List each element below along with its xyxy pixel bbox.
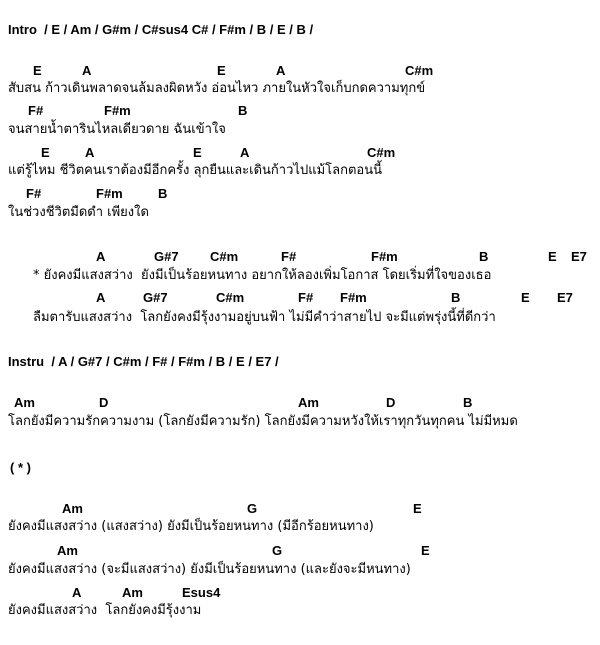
chord: C#m	[216, 290, 245, 305]
intro-progression: Intro / E / Am / G#m / C#sus4 C# / F#m / B / E / B /	[8, 22, 314, 37]
chord: C#m	[210, 249, 239, 264]
chord: G#7	[143, 290, 168, 305]
chord: G#7	[154, 249, 179, 264]
chord: E	[217, 63, 226, 78]
lyric-line: ยังคงมีแสงสว่าง (แสงสว่าง) ยังมีเป็นร้อยหนทาง (มีอีกร้อยหนทาง)	[8, 519, 374, 534]
chord: F#m	[96, 186, 123, 201]
chord: F#	[28, 103, 44, 118]
chord: E	[521, 290, 530, 305]
chord: F#m	[371, 249, 398, 264]
chord: C#m	[367, 145, 396, 160]
chord: B	[238, 103, 248, 118]
chord: Am	[57, 543, 78, 558]
lyric-line: ยังคงมีแสงสว่าง โลกยังคงมีรุ้งงาม	[8, 603, 202, 618]
chord: E	[33, 63, 42, 78]
lyric-line: ยังคงมีแสงสว่าง (จะมีแสงสว่าง) ยังมีเป็นร้อยหนทาง (และยังจะมีหนทาง)	[8, 562, 411, 577]
chord: A	[85, 145, 95, 160]
chord: E	[413, 501, 422, 516]
chord: F#m	[104, 103, 131, 118]
chord: B	[479, 249, 489, 264]
chord: Am	[62, 501, 83, 516]
chord: D	[99, 395, 109, 410]
chord: A	[96, 249, 106, 264]
chord: G	[272, 543, 283, 558]
lyric-line: ลืมตารับแสงสว่าง โลกยังคงมีรุ้งงามอยู่บนฟ้า ไม่มีคำว่าสายไป จะมีแต่พรุ่งนี้ที่ดีกว่า	[33, 310, 496, 325]
lyric-line: * ยังคงมีแสงสว่าง ยังมีเป็นร้อยหนทาง อยากให้ลองเพิ่มโอกาส โดยเริ่มที่ใจของเธอ	[33, 268, 492, 283]
chord: F#	[298, 290, 314, 305]
lyric-line: โลกยังมีความรักความงาม (โลกยังมีความรัก) โลกยังมีความหวังให้เราทุกวันทุกคน ไม่มีหมด	[8, 414, 518, 429]
chord: E	[548, 249, 557, 264]
chorus-repeat-marker: ( * )	[10, 460, 31, 475]
chord: A	[82, 63, 92, 78]
chord: Am	[14, 395, 35, 410]
chord: Am	[298, 395, 319, 410]
chord: F#	[281, 249, 297, 264]
chord: C#m	[405, 63, 434, 78]
lyric-line: สับสน ก้าวเดินพลาดจนล้มลงผิดหวัง อ่อนไหว ภายในหัวใจเก็บกดความทุกข์	[8, 81, 426, 96]
chord: B	[451, 290, 461, 305]
chord: E	[41, 145, 50, 160]
chord: F#	[26, 186, 42, 201]
chord: A	[96, 290, 106, 305]
chord: B	[158, 186, 168, 201]
chord: E	[193, 145, 202, 160]
lyric-line: แต่รู้ไหม ชีวิตคนเราต้องมีอีกครั้ง ลุกยืนและเดินก้าวไปแม้โลกตอนนี้	[8, 163, 382, 178]
instrumental-progression: Instru / A / G#7 / C#m / F# / F#m / B / E / E7 /	[8, 354, 279, 369]
lyric-line: ในช่วงชีวิตมืดดำ เพียงใด	[8, 205, 149, 220]
chord: A	[276, 63, 286, 78]
chord: G	[247, 501, 258, 516]
lyric-line: จนสายน้ำตารินไหลเดียวดาย ฉันเข้าใจ	[8, 122, 226, 137]
chord: Am	[122, 585, 143, 600]
chord: E7	[571, 249, 587, 264]
chord: E7	[557, 290, 573, 305]
chord: D	[386, 395, 396, 410]
chord: B	[463, 395, 473, 410]
chord: F#m	[340, 290, 367, 305]
chord: A	[72, 585, 82, 600]
chord: E	[421, 543, 430, 558]
chord: A	[240, 145, 250, 160]
chord: Esus4	[182, 585, 221, 600]
